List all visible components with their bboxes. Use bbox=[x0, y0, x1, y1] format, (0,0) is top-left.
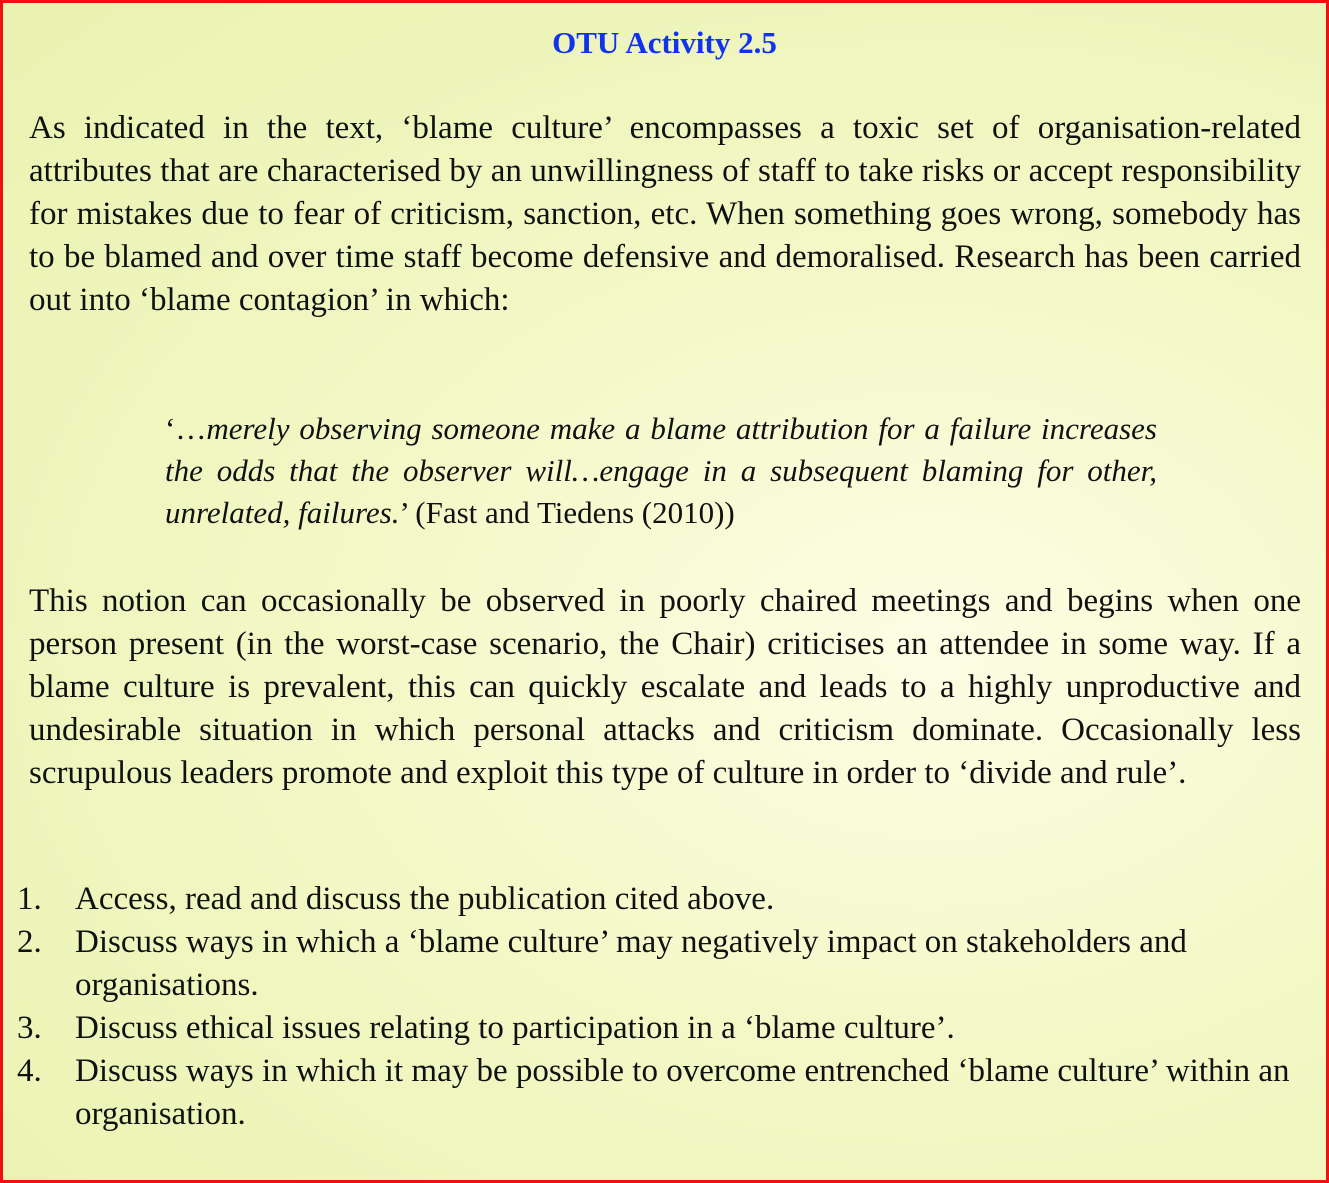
list-item bbox=[17, 1050, 1307, 1136]
list-item bbox=[17, 878, 1307, 921]
block-quote bbox=[165, 408, 1157, 534]
list-item-number: 3. bbox=[17, 1010, 42, 1046]
list-item bbox=[17, 1007, 1307, 1050]
quote-close: ’ bbox=[399, 495, 408, 530]
list-item-text: Discuss ways in which it may be possible to overcome entrenched ‘blame culture’ within an organisation. bbox=[75, 1053, 1290, 1132]
list-item bbox=[17, 921, 1307, 1007]
quote-citation: (Fast and Tiedens (2010)) bbox=[407, 495, 735, 530]
task-list bbox=[17, 878, 1307, 1136]
quote-text: merely observing someone make a blame attribution for a failure increases the odds that the observer will…engage in a subsequent blaming for other, unrelated, failures. bbox=[165, 411, 1157, 530]
list-item-text: Discuss ways in which a ‘blame culture’ may negatively impact on stakeholders and organisations. bbox=[75, 924, 1187, 1003]
list-item-text: Discuss ethical issues relating to participation in a ‘blame culture’. bbox=[75, 1010, 955, 1046]
quote-open: ‘… bbox=[165, 411, 207, 446]
body-paragraph: This notion can occasionally be observed in poorly chaired meetings and begins when one person present (in the worst-case scenario, the Chair) criticises an attendee in some way. If a blame culture is prevalent, this can quickly escalate and leads to a highly unproductive and undesirable situation in which personal attacks and criticism dominate. Occasionally less scrupulous leaders promote and exploit this type of culture in order to ‘divide and rule’. bbox=[29, 583, 1301, 791]
list-item-text: Access, read and discuss the publication cited above. bbox=[75, 881, 775, 917]
intro-paragraph: As indicated in the text, ‘blame culture’ encompasses a toxic set of organisation-related attributes that are characterised by an unwillingness of staff to take risks or accept responsibility for mistakes due to fear of criticism, sanction, etc. When something goes wrong, somebody has to be blamed and over time staff become defensive and demoralised. Research has been carried out into ‘blame contagion’ in which: bbox=[29, 110, 1301, 318]
list-item-number: 1. bbox=[17, 881, 42, 917]
list-item-number: 4. bbox=[17, 1053, 42, 1089]
list-item-number: 2. bbox=[17, 924, 42, 960]
activity-title: OTU Activity 2.5 bbox=[552, 25, 777, 60]
